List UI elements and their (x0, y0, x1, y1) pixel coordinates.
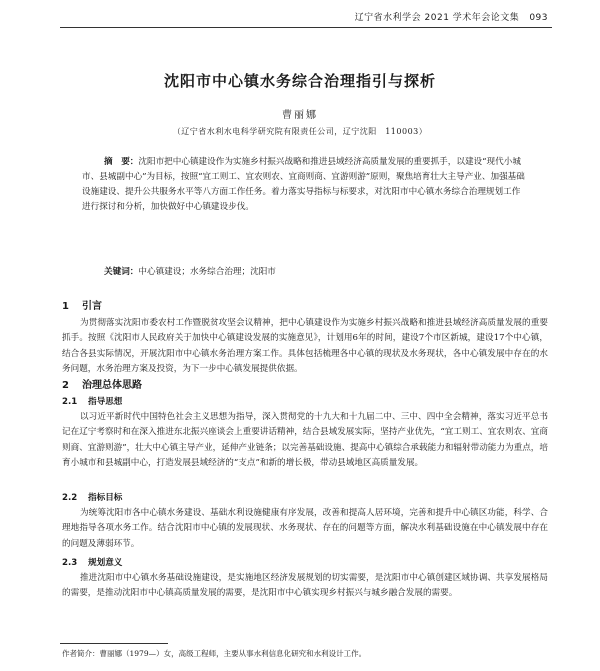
author-footnote: 作者简介：曹丽娜（1979—）女，高级工程师，主要从事水利信息化研究和水利设计工作。 (62, 649, 367, 658)
intro-paragraph: 为贯彻落实沈阳市委农村工作暨脱贫攻坚会议精神，把中心镇建设作为实施乡村振兴战略和推进县域经济高质量发展的重要抓手。按照《沈阳市人民政府关于加快中心镇建设发展的实施意见》，计划用6年的时间，建设7个市区新城，建设17个中心镇，结合各县实际情况，开展沈阳市中心镇水务治理方案工作。具体包括梳理各中心镇的现状及水务现状，各中心镇发展中存在的水务问题，水务治理方案及投资，为下一步中心镇发展提供依据。 (62, 318, 548, 374)
author-name: 曹丽娜 (282, 110, 318, 121)
subsection-heading-targets (62, 491, 122, 503)
section-title: 治理总体思路 (82, 380, 142, 391)
page-number: 093 (529, 13, 548, 23)
section-heading-intro (62, 297, 102, 312)
abstract (82, 155, 528, 215)
running-header (355, 10, 548, 23)
subsection-heading-guiding (62, 395, 122, 407)
keywords (82, 265, 528, 280)
section-number: 2 (62, 380, 69, 391)
subsection-number: 2.1 (62, 397, 78, 407)
section-number: 1 (62, 301, 69, 312)
journal-name: 辽宁省水利学会 2021 学术年会论文集 (354, 13, 520, 23)
significance-paragraph: 推进沈阳市中心镇水务基础设施建设，是实施地区经济发展规划的切实需要，是沈阳市中心镇创建区域协调、共享发展格局的需要，是推动沈阳市中心镇高质量发展的需要，是沈阳市中心镇实现乡村振兴与城乡融合发展的需要。 (62, 573, 548, 599)
header-rule (60, 27, 552, 28)
section-title: 引言 (82, 301, 102, 312)
paper-title: 沈阳市中心镇水务综合治理指引与探析 (163, 72, 436, 90)
subsection-title: 指导思想 (88, 397, 123, 407)
section-heading-approach (62, 376, 142, 391)
subsection-title: 规划意义 (88, 558, 123, 568)
keywords-label: 关键词： (104, 267, 139, 277)
subsection-number: 2.3 (62, 558, 78, 568)
footnote-rule (60, 643, 168, 644)
author-affiliation: （辽宁省水利水电科学研究院有限责任公司，辽宁沈阳 110003） (172, 127, 428, 136)
subsection-number: 2.2 (62, 493, 78, 503)
subsection-title: 指标目标 (88, 493, 123, 503)
subsection-heading-significance (62, 556, 122, 568)
keywords-text: 中心镇建设；水务综合治理；沈阳市 (138, 267, 276, 277)
abstract-label: 摘 要： (104, 157, 139, 167)
targets-paragraph: 为统筹沈阳市各中心镇水务建设、基础水利设施健康有序发展，改善和提高人居环境，完善和提升中心镇区功能，科学、合理地指导各项水务工作。结合沈阳市中心镇的发展现状、水务现状、存在的问题等方面，解决水利基础设施在中心镇发展中存在的问题及薄弱环节。 (62, 508, 548, 549)
guiding-paragraph: 以习近平新时代中国特色社会主义思想为指导，深入贯彻党的十九大和十九届二中、三中、四中全会精神，落实习近平总书记在辽宁考察时和在深入推进东北振兴座谈会上重要讲话精神，结合县域发展实际，坚持产业优先，“宜工则工、宜农则农、宜商则商、宜游则游”，壮大中心镇主导产业，延伸产业链条；以完善基础设施、提高中心镇综合承载能力和辐射带动能力为重点，培育小城市和县城副中心，打造发展县域经济的“支点”和新的增长极，带动县域地区高质量发展。 (62, 412, 548, 468)
abstract-text: 沈阳市把中心镇建设作为实施乡村振兴战略和推进县域经济高质量发展的重要抓手，以建设“现代小城市、县城副中心”为目标，按照“宜工则工、宜农则农、宜商则商、宜游则游”原则，聚焦培育壮大主导产业、加强基础设施建设、提升公共服务水平等八方面工作任务。着力落实导指标与标要求，对沈阳市中心镇水务综合治理规划工作进行探讨和分析，加快做好中心镇建设步伐。 (82, 157, 525, 212)
